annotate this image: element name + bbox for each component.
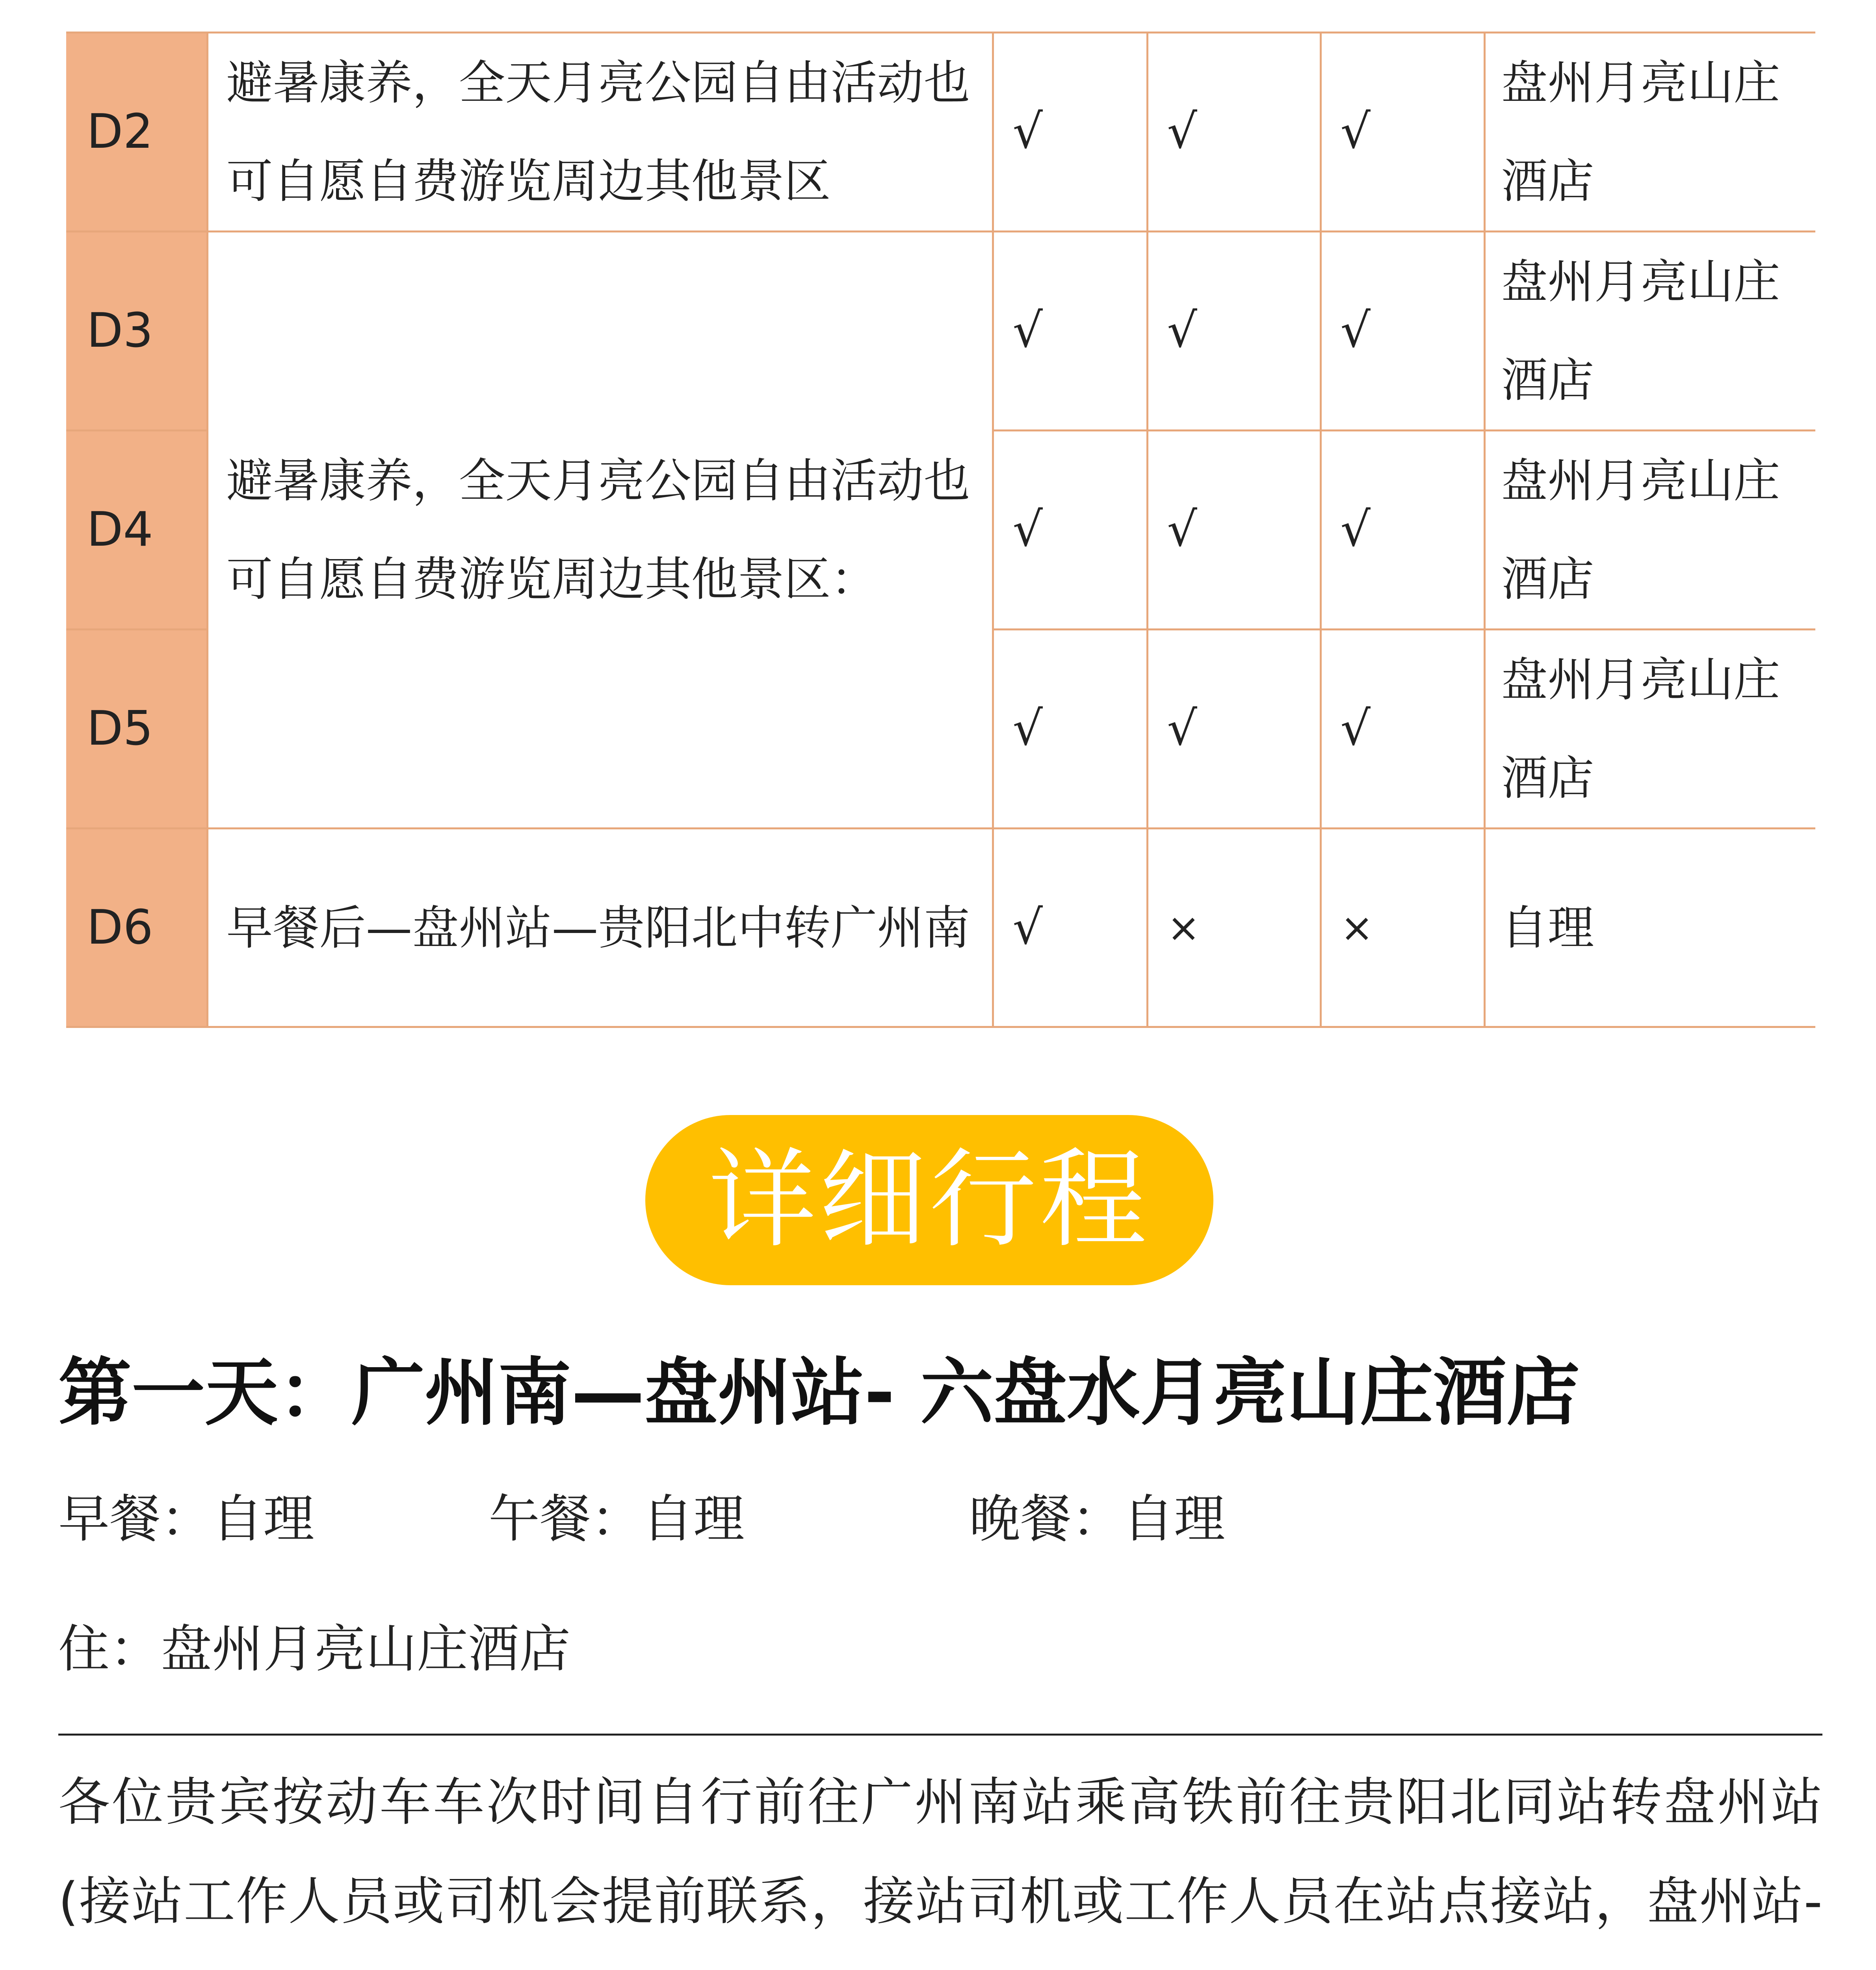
breakfast-mark: √: [993, 33, 1147, 232]
table-row: [66, 232, 1815, 431]
day-label: D6: [66, 829, 207, 1027]
hotel-name: 盘州月亮山庄酒店: [1484, 33, 1815, 232]
breakfast-mark: √: [993, 829, 1147, 1027]
hotel-name: 盘州月亮山庄酒店: [1484, 431, 1815, 630]
breakfast-mark: √: [993, 232, 1147, 431]
breakfast-info: 早餐：自理: [58, 1489, 315, 1549]
activity-description: 避暑康养，全天月亮公园自由活动也可自愿自费游览周边其他景区: [207, 33, 993, 232]
dinner-mark: ×: [1321, 829, 1484, 1027]
dinner-mark: √: [1321, 232, 1484, 431]
day-one-description: [58, 1753, 1822, 1970]
day-label: D4: [66, 431, 207, 630]
breakfast-mark: √: [993, 630, 1147, 829]
lunch-mark: √: [1147, 33, 1321, 232]
hotel-name: 盘州月亮山庄酒店: [1484, 630, 1815, 829]
lunch-info: 午餐：自理: [489, 1489, 745, 1549]
day-label: D2: [66, 33, 207, 232]
accommodation-info: 住：盘州月亮山庄酒店: [58, 1619, 571, 1679]
day-label: D3: [66, 232, 207, 431]
day-label: D5: [66, 630, 207, 829]
section-title-banner: 详细行程: [645, 1115, 1213, 1285]
itinerary-table: [66, 32, 1815, 1028]
activity-description: 早餐后—盘州站—贵阳北中转广州南: [207, 829, 993, 1027]
lunch-mark: √: [1147, 431, 1321, 630]
paragraph: 各位贵宾按动车车次时间自行前往广州南站乘高铁前往贵阳北同站转盘州站 (接站工作人员或司机会提前联系，接站司机或工作人员在站点接站，盘州站-: [58, 1772, 1822, 1931]
divider-line: [58, 1734, 1822, 1736]
table-row: [66, 33, 1815, 232]
activity-description: 避暑康养，全天月亮公园自由活动也可自愿自费游览周边其他景区：: [207, 232, 993, 829]
hotel-name: 自理: [1484, 829, 1815, 1027]
breakfast-mark: √: [993, 431, 1147, 630]
lunch-mark: ×: [1147, 829, 1321, 1027]
table-row: [66, 829, 1815, 1027]
hotel-name: 盘州月亮山庄酒店: [1484, 232, 1815, 431]
day-one-title: 第一天：广州南—盘州站- 六盘水月亮山庄酒店: [58, 1350, 1580, 1435]
dinner-mark: √: [1321, 33, 1484, 232]
dinner-mark: √: [1321, 431, 1484, 630]
lunch-mark: √: [1147, 232, 1321, 431]
dinner-info: 晚餐：自理: [969, 1489, 1226, 1549]
dinner-mark: √: [1321, 630, 1484, 829]
lunch-mark: √: [1147, 630, 1321, 829]
